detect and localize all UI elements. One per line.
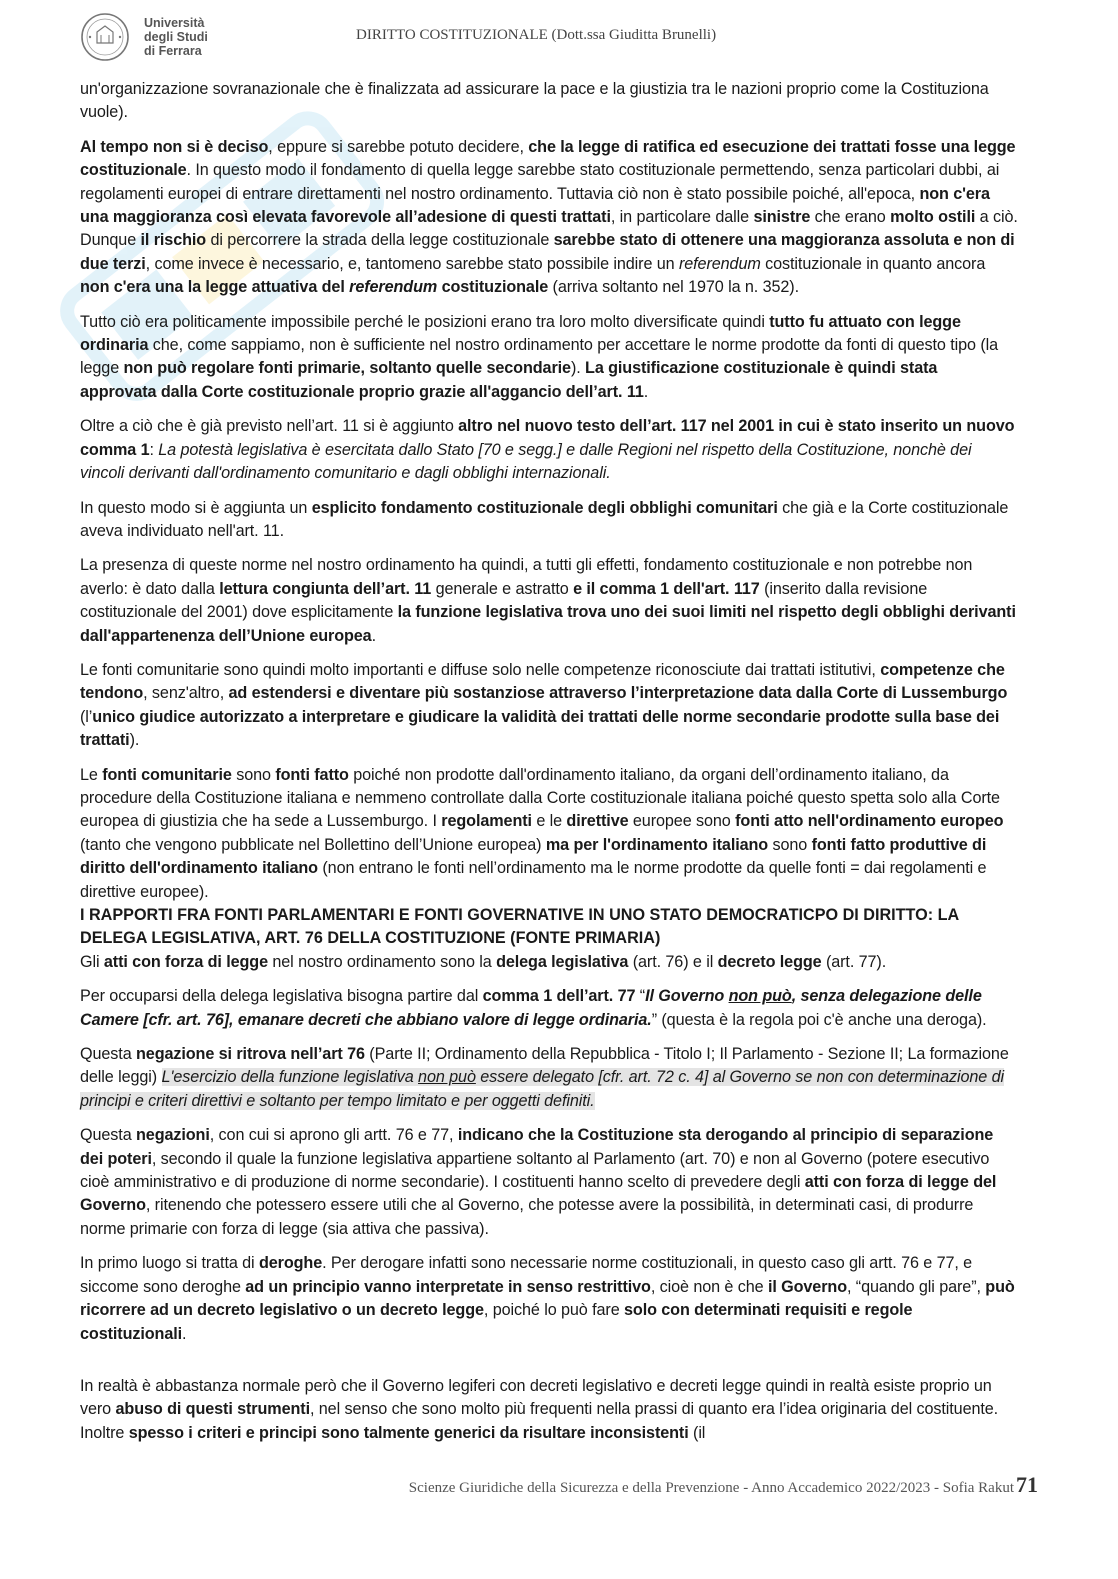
text-run: non c'era una la legge attuativa del — [80, 278, 350, 297]
text-run: molto ostili — [890, 208, 976, 227]
text-run: decreto legge — [717, 952, 822, 971]
text-run: In realtà è abbastanza normale però che il Governo legiferi con decreti legislativo e decreti legge quindi in realtà esiste proprio un vero — [80, 1376, 992, 1419]
text-run: atti con forza di legge — [103, 952, 268, 971]
paragraph — [80, 1043, 1018, 1113]
text-run: (tanto che vengono pubblicate nel Bollettino dell’Unione europea) — [80, 835, 546, 854]
text-run: negazione si ritrova nell’art 76 — [136, 1045, 365, 1064]
page-header — [0, 0, 1118, 78]
text-run: comma 1 dell’art. 77 — [482, 987, 636, 1006]
text-run: regolamenti — [441, 812, 532, 831]
text-run: Tutto ciò era politicamente impossibile perché le posizioni erano tra loro molto diversificate quindi — [80, 312, 770, 331]
text-run: ma per l'ordinamento italiano — [545, 835, 769, 854]
text-run: fonti fatto — [275, 765, 349, 784]
text-run: di percorrere la strada della legge costituzionale — [206, 231, 554, 250]
text-run: nel nostro ordinamento sono la — [267, 952, 497, 971]
footer-text: Scienze Giuridiche della Sicurezza e della Prevenzione - Anno Accademico 2022/2023 - Sofia Rakut — [408, 1480, 1014, 1496]
paragraph — [80, 415, 1018, 485]
text-run: In primo luogo si tratta di — [80, 1254, 259, 1273]
text-run: poiché non prodotte dall'ordinamento italiano, da organi dell’ordinamento italiano, da procedure della Costituzione italiana e nemmeno controllate dalla Corte costituzionale italiana poiché questo spetta solo alla Corte europea di giustizia che ha sede a Lussemburgo. I — [80, 765, 1000, 831]
text-run: “ — [635, 987, 646, 1006]
text-run: . In questo modo il fondamento di quella legge sarebbe stato costituzionale permettendo, senza particolari dubbi, ai regolamenti europei di entrare direttamenti nel nostro ordinamento. Tuttavia ciò non è stato possibile poiché, all'epoca, — [80, 161, 1000, 203]
text-run: sono — [768, 835, 812, 854]
blank-line — [80, 1357, 1018, 1375]
text-run: Al tempo non si è deciso — [80, 137, 269, 156]
text-run: e le — [531, 812, 567, 831]
text-run: non può — [418, 1068, 476, 1087]
text-run: (arriva soltanto nel 1970 la n. 352). — [548, 278, 799, 297]
text-run: ad estendersi e diventare più sostanziose attraverso l’interpretazione data dalla Corte di Lussemburgo — [228, 684, 1008, 703]
text-run: spesso i criteri e principi sono talmente generici da risultare inconsistenti — [128, 1423, 689, 1442]
text-run: . — [371, 626, 376, 645]
text-run: . — [182, 1324, 187, 1343]
text-run: Il Governo — [645, 987, 729, 1006]
paragraph-group-2 — [80, 951, 1018, 1445]
text-run: (art. 76) e il — [628, 952, 718, 971]
text-run: non c'era una maggioranza così elevata favorevole all’adesione di questi trattati — [80, 184, 990, 227]
text-run: ” (questa è la regola poi c'è anche una deroga). — [651, 1010, 987, 1029]
text-run: , secondo il quale la funzione legislativa appartiene soltanto al Parlamento (art. 70) e non al Governo (potere esecutivo cioè amministrativo e di produzione di norme secondarie). I costituenti hanno scelto di prevedere degli — [80, 1149, 990, 1192]
text-run: (art. 77). — [821, 952, 887, 971]
text-run: . Per derogare infatti sono necessarie norme costituzionali, in questo caso gli artt. 76 e 77, e siccome sono deroghe — [80, 1254, 973, 1296]
text-run: essere delegato [cfr. art. 72 c. 4] al Governo se non con determinazione di principi e criteri direttivi e soltanto per tempo limitato e per oggetti definiti. — [80, 1068, 1004, 1110]
text-run: e il comma 1 dell'art. 117 — [573, 579, 760, 598]
text-run: che erano — [810, 208, 891, 227]
text-run: competenze che tendono — [80, 660, 1005, 703]
text-run: europee sono — [628, 812, 736, 831]
paragraph — [80, 1124, 1018, 1241]
page-number: 71 — [1016, 1472, 1038, 1497]
text-run: Oltre a ciò che è già previsto nell’art. 11 si è aggiunto — [80, 417, 459, 436]
paragraph-group-1 — [80, 78, 1018, 904]
document-body — [80, 78, 1018, 1456]
university-seal-icon — [80, 12, 130, 62]
text-run: , come invece è necessario, e, tantomeno sarebbe stato possibile indire un — [145, 254, 679, 273]
text-run: , ritenendo che potessero essere utili che al Governo, che potesse avere la possibilità, in determinati casi, di produrre norme primarie con forza di legge (sia attiva che passiva). — [80, 1196, 974, 1238]
text-run: solo con determinati requisiti e regole costituzionali — [80, 1301, 913, 1343]
text-run: , cioè non è che — [650, 1277, 768, 1296]
text-run: (non entrano le fonti nell’ordinamento ma le norme prodotte da quelle fonti = dai regolamenti e direttive europee). — [80, 859, 987, 901]
text-run: tutto fu attuato con legge ordinaria — [80, 312, 961, 355]
paragraph — [80, 78, 1018, 125]
text-run: il Governo — [767, 1277, 847, 1296]
text-run: non può regolare fonti primarie, soltanto quelle secondarie — [123, 359, 571, 378]
text-run: Questa — [80, 1126, 136, 1145]
text-run: altro nel nuovo testo dell’art. 117 nel 2001 in cui è stato inserito un nuovo comma 1 — [80, 417, 1015, 459]
paragraph — [80, 136, 1018, 300]
text-run: deroghe — [258, 1254, 323, 1273]
text-run: costituzionale — [437, 278, 549, 297]
text-run: un'organizzazione sovranazionale che è finalizzata ad assicurare la pace e la giustizia tra le nazioni proprio come la Costituziona vuole). — [80, 80, 989, 122]
section-heading: I RAPPORTI FRA FONTI PARLAMENTARI E FONTI GOVERNATIVE IN UNO STATO DEMOCRATICPO DI DIRITTO: LA DELEGA LEGISLATIVA, ART. 76 DELLA COSTITUZIONE (FONTE PRIMARIA) — [80, 906, 959, 948]
text-run: , senz'altro, — [143, 684, 229, 703]
text-run: La giustificazione costituzionale è quindi stata approvata dalla Corte costituzionale proprio grazie all'aggancio dell’art. 11 — [80, 359, 938, 401]
text-run: che già e la Corte costituzionale aveva individuato nell'art. 11. — [80, 498, 1009, 540]
text-run: Per occuparsi della delega legislativa bisogna partire dal — [80, 987, 483, 1006]
text-run: (il — [688, 1423, 706, 1442]
text-run: , nel senso che sono molto più frequenti nella prassi di quanto era l’idea originaria del costituente. Inoltre — [80, 1400, 999, 1442]
text-run: , senza delegazione delle Camere [cfr. art. 76], emanare decreti che abbiano valore di legge ordinaria. — [80, 987, 982, 1029]
text-run: la funzione legislativa trova uno dei suoi limiti nel rispetto degli obblighi derivanti dall'appartenenza dell’Unione europea — [80, 603, 1016, 645]
text-run: (inserito dalla revisione costituzionale del 2001) dove esplicitamente — [80, 579, 928, 622]
text-run: La presenza di queste norme nel nostro ordinamento ha quindi, a tutti gli effetti, fondamento costituzionale e non potrebbe non averlo: è dato dalla — [80, 556, 973, 598]
text-run: esplicito fondamento costituzionale degli obblighi comunitari — [311, 498, 778, 517]
text-run: La potestà legislativa è esercitata dallo Stato [70 e segg.] e dalle Regioni nel rispetto della Costituzione, nonchè dei vincoli derivanti dall'ordinamento comunitario e dagli obblighi internazionali. — [80, 440, 972, 483]
paragraph — [80, 554, 1018, 648]
text-run: Le fonti comunitarie sono quindi molto importanti e diffuse solo nelle competenze riconosciute dai trattati istitutivi, — [80, 660, 881, 679]
paragraph — [80, 985, 1018, 1032]
text-run: sarebbe stato di ottenere una maggioranza assoluta e non di due terzi — [80, 231, 1015, 273]
text-run: lettura congiunta dell’art. 11 — [219, 579, 432, 598]
paragraph — [80, 951, 1018, 974]
text-run: costituzionale in quanto ancora — [760, 254, 986, 273]
paragraph — [80, 311, 1018, 405]
text-run: , in particolare dalle — [610, 208, 754, 227]
text-run: Questa — [80, 1045, 136, 1064]
paragraph — [80, 1375, 1018, 1445]
text-run: : — [149, 440, 159, 459]
text-run: il rischio — [140, 231, 207, 250]
text-run: ). — [570, 359, 586, 378]
paragraph — [80, 659, 1018, 753]
text-run: direttive — [566, 812, 629, 831]
text-run: In questo modo si è aggiunta un — [80, 498, 312, 517]
text-run: non può — [728, 987, 792, 1006]
text-run: atti con forza di legge del Governo — [80, 1173, 997, 1215]
text-run: . — [643, 382, 649, 401]
text-run: negazioni — [136, 1126, 210, 1145]
running-title: DIRITTO COSTITUZIONALE (Dott.ssa Giuditta Brunelli) — [356, 27, 717, 43]
paragraph — [80, 764, 1018, 904]
text-run: Le — [80, 765, 103, 784]
text-run: abuso di questi strumenti — [115, 1400, 310, 1419]
text-run: generale e astratto — [431, 579, 574, 598]
text-run: sono — [231, 765, 276, 784]
text-run: che la legge di ratifica ed esecuzione dei trattati fosse una legge costituzionale — [80, 137, 1016, 180]
text-run: può ricorrere ad un decreto legislativo o un decreto legge — [80, 1277, 1015, 1320]
paragraph — [80, 1252, 1018, 1346]
text-run: , con cui si aprono gli artt. 76 e 77, — [209, 1126, 458, 1145]
university-logo — [80, 10, 230, 62]
text-run: (Parte II; Ordinamento della Repubblica - Titolo I; Il Parlamento - Sezione II; La formazione delle leggi) — [80, 1045, 1009, 1087]
text-run: , poiché lo può fare — [483, 1301, 624, 1320]
text-run: indicano che la Costituzione sta derogando al principio di separazione dei poteri — [80, 1126, 994, 1168]
text-run: a ciò. Dunque — [80, 208, 1018, 250]
text-run: Gli — [80, 952, 104, 971]
text-run: che, come sappiamo, non è sufficiente nel nostro ordinamento per accettare le norme prodotte da fonti di questo tipo (la legge — [80, 336, 999, 378]
text-run: L'esercizio della funzione legislativa — [161, 1068, 419, 1087]
text-run: delega legislativa — [496, 952, 629, 971]
text-run: fonti fatto produttive di diritto dell'ordinamento italiano — [80, 835, 987, 878]
text-run: , eppure si sarebbe potuto decidere, — [268, 137, 529, 156]
page-footer — [0, 1472, 1118, 1502]
text-run: , “quando gli pare”, — [847, 1277, 986, 1296]
text-run: fonti comunitarie — [102, 765, 232, 784]
text-run: unico giudice autorizzato a interpretare e giudicare la validità dei trattati delle norme secondarie prodotte sulla base dei trattati — [80, 707, 1000, 750]
text-run: fonti atto nell'ordinamento europeo — [735, 812, 1004, 831]
paragraph — [80, 497, 1018, 544]
text-run: ). — [129, 731, 140, 750]
university-name: Università degli Studi di Ferrara — [144, 16, 208, 58]
text-run: (l’ — [80, 707, 93, 726]
text-run: sinistre — [753, 208, 811, 227]
text-run: ad un principio vanno interpretate in senso restrittivo — [245, 1277, 651, 1296]
text-run: referendum — [349, 278, 438, 297]
text-run: referendum — [678, 254, 761, 273]
